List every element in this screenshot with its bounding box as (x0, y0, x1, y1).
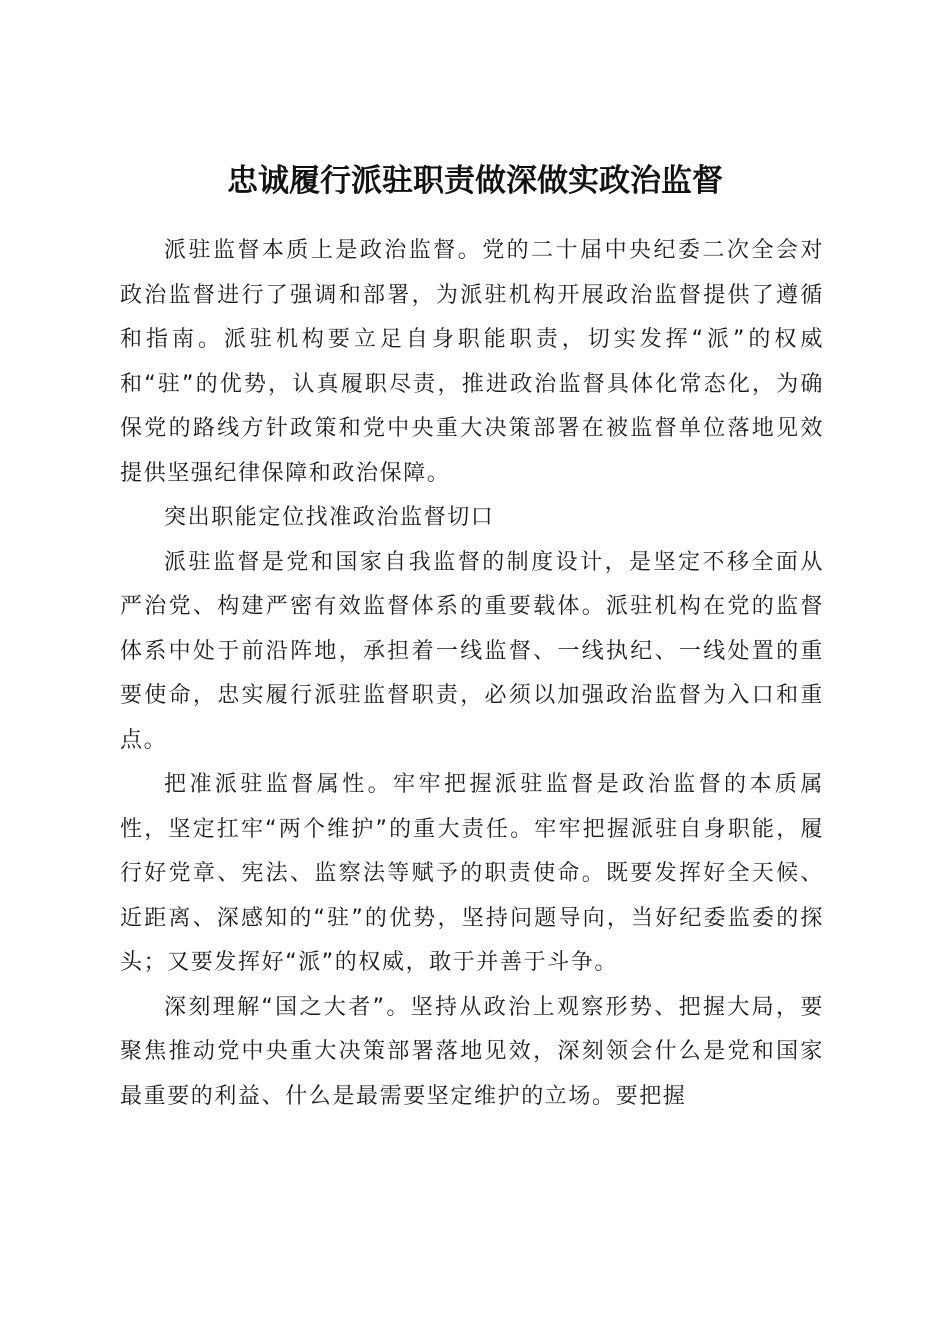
paragraph-guozhidazhe: 深刻理解“国之大者”。坚持从政治上观察形势、把握大局，要聚焦推动党中央重大决策部署落地见效，深刻领会什么是党和国家最重要的利益、什么是最需要坚定维护的立场。要把握 (120, 994, 824, 1109)
paragraph-supervision-design: 派驻监督是党和国家自我监督的制度设计，是坚定不移全面从严治党、构建严密有效监督体系的重要载体。派驻机构在党的监督体系中处于前沿阵地，承担着一线监督、一线执纪、一线处置的重要使命，忠实履行派驻监督职责，必须以加强政治监督为入口和重点。 (120, 549, 824, 753)
paragraph-supervision-attribute: 把准派驻监督属性。牢牢把握派驻监督是政治监督的本质属性，坚定扛牢“两个维护”的重大责任。牢牢把握派驻自身职能，履行好党章、宪法、监察法等赋予的职责使命。既要发挥好全天候、近距离、深感知的“驻”的优势，坚持问题导向，当好纪委监委的探头；又要发挥好“派”的权威，敢于并善于斗争。 (120, 772, 824, 975)
paragraph-intro: 派驻监督本质上是政治监督。党的二十届中央纪委二次全会对政治监督进行了强调和部署，为派驻机构开展政治监督提供了遵循和指南。派驻机构要立足自身职能职责，切实发挥“派”的权威和“驻”的优势，认真履职尽责，推进政治监督具体化常态化，为确保党的路线方针政策和党中央重大决策部署在被监督单位落地见效提供坚强纪律保障和政治保障。 (120, 238, 824, 486)
document-body (120, 229, 824, 1119)
section-heading: 突出职能定位找准政治监督切口 (164, 505, 495, 530)
document-title: 忠诚履行派驻职责做深做实政治监督 (227, 162, 723, 199)
